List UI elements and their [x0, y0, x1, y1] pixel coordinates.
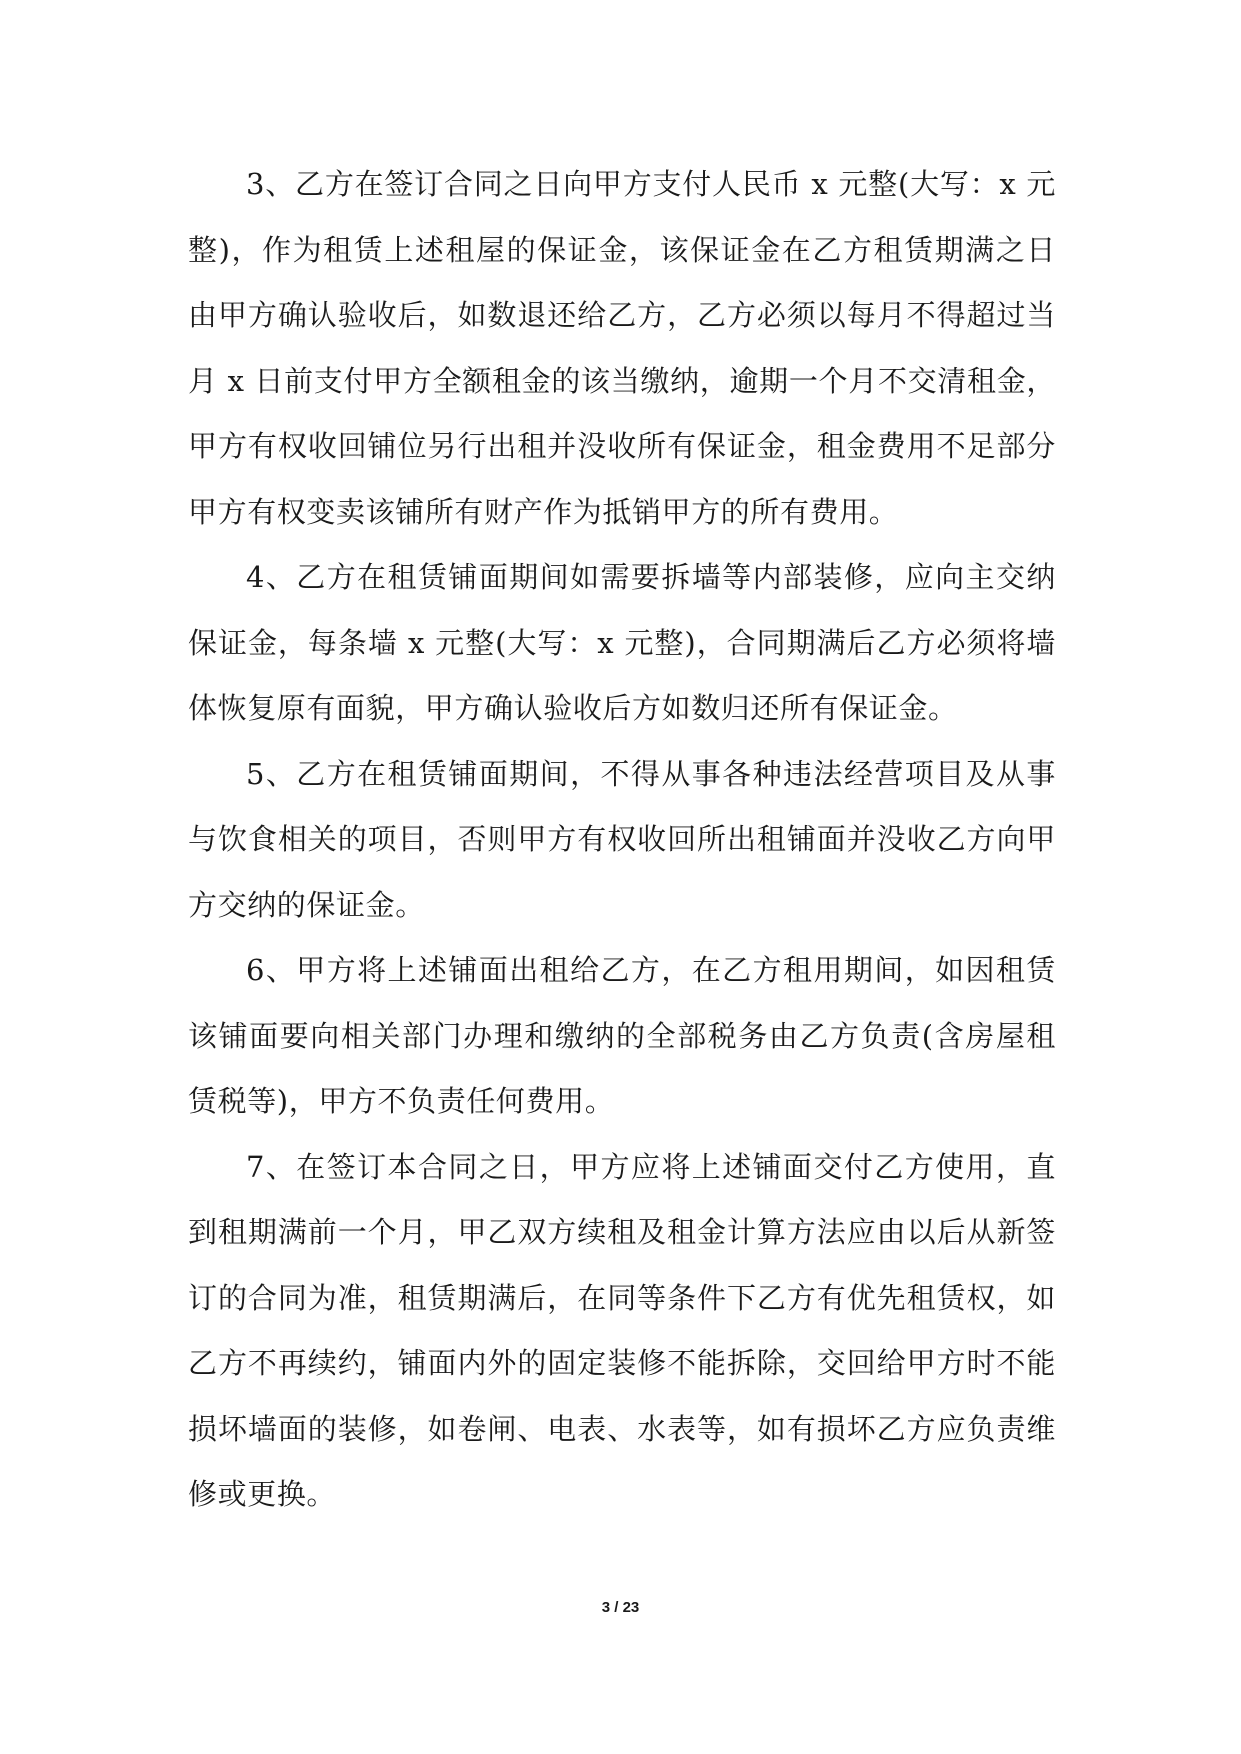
page-number: 3 / 23: [601, 1599, 640, 1616]
clause-6: 6、甲方将上述铺面出租给乙方，在乙方租用期间，如因租赁该铺面要向相关部门办理和缴纳的全部税务由乙方负责(含房屋租赁税等)，甲方不负责任何费用。: [188, 953, 1056, 1118]
clause-5: 5、乙方在租赁铺面期间，不得从事各种违法经营项目及从事与饮食相关的项目，否则甲方有权收回所出租铺面并没收乙方向甲方交纳的保证金。: [188, 756, 1056, 922]
clause-4: 4、乙方在租赁铺面期间如需要拆墙等内部装修，应向主交纳保证金，每条墙 x 元整(大写：x 元整)，合同期满后乙方必须将墙体恢复原有面貌，甲方确认验收后方如数归还所有保证金。: [188, 560, 1056, 725]
clause-3: 3、乙方在签订合同之日向甲方支付人民币 x 元整(大写：x 元整)，作为租赁上述租屋的保证金，该保证金在乙方租赁期满之日由甲方确认验收后，如数退还给乙方，乙方必须以每月不得超过当月 x 日前支付甲方全额租金的该当缴纳，逾期一个月不交清租金，甲方有权收回铺位另行出租并没收所有保证金，租金费用不足部分甲方有权变卖该铺所有财产作为抵销甲方的所有费用。: [188, 167, 1056, 529]
document-body: [188, 152, 1056, 1528]
clause-7: 7、在签订本合同之日，甲方应将上述铺面交付乙方使用，直到租期满前一个月，甲乙双方续租及租金计算方法应由以后从新签订的合同为准，租赁期满后，在同等条件下乙方有优先租赁权，如乙方不再续约，铺面内外的固定装修不能拆除，交回给甲方时不能损坏墙面的装修，如卷闸、电表、水表等，如有损坏乙方应负责维修或更换。: [188, 1149, 1056, 1511]
